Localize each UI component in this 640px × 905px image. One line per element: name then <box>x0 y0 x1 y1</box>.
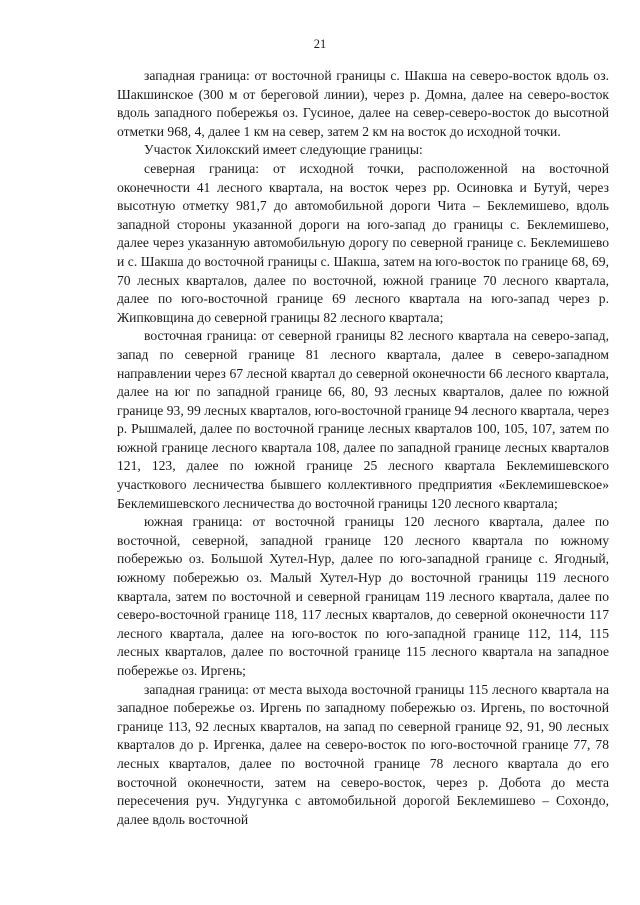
paragraph-east-border: восточная граница: от северной границы 82 лесного квартала на северо-запад, запад по северной границе 81 лесного квартала, далее в северо-западном направлении через 67 лесной квартал до северной оконечности 66 лесного квартала, далее на юг по западной границе 66, 80, 93 лесных кварталов, далее по южной границе 93, 99 лесных кварталов, юго-восточной границе 94 лесного квартала, через р. Рышмалей, далее по восточной границе лесных кварталов 100, 105, 107, затем по южной границе лесного квартала 108, далее по западной границе лесных кварталов 121, 123, далее по южной границе 25 лесного квартала Беклемишевского участкового лесничества бывшего коллективного предприятия «Беклемишевское» Беклемишевского лесничества до восточной границы 120 лесного квартала; <box>117 328 609 511</box>
paragraph-west-border: западная граница: от места выхода восточной границы 115 лесного квартала на западное побережье оз. Иргень по западному побережью оз. Иргень, по восточной границе 113, 92 лесных кварталов, на запад по северной границе 92, 91, 90 лесных кварталов до р. Иргенка, далее на северо-восток по юго-восточной границе 77, 78 лесных кварталов, далее по восточной границе 78 лесного квартала до его восточной оконечности, затем на северо-восток, через р. Добота до места пересечения руч. Ундугунка с автомобильной дорогой Беклемишево – Сохондо, далее вдоль восточной <box>117 681 609 827</box>
body-text <box>117 67 609 829</box>
paragraph-khilok-section-heading: Участок Хилокский имеет следующие границы: <box>144 142 423 158</box>
paragraph-south-border: южная граница: от восточной границы 120 лесного квартала, далее по восточной, северной, западной границе 120 лесного квартала по южному побережью оз. Большой Хутел-Нур, далее по юго-западной границе с. Ягодный, южному побережью оз. Малый Хутел-Нур до восточной границы 119 лесного квартала, затем по восточной и северной границам 119 лесного квартала, далее по северо-восточной границе 118, 117 лесных кварталов, до северной оконечности 117 лесного квартала, далее на юго-восток по юго-западной границе 112, 114, 115 лесных кварталов, далее по восточной границе 115 лесного квартала на западное побережье оз. Иргень; <box>117 514 609 678</box>
page-number: 21 <box>313 37 327 51</box>
paragraph-north-border: северная граница: от исходной точки, расположенной на восточной оконечности 41 лесного квартала, на восток через рр. Осиновка и Бутуй, через высотную отметку 981,7 до автомобильной дороги Чита – Беклемишево, вдоль западной стороны указанной дороги на юго-запад до границы с. Беклемишево, далее через указанную автомобильную дорогу по северной границе с. Беклемишево и с. Шакша до восточной границы с. Шакша, затем на юго-восток по границе 68, 69, 70 лесных кварталов, далее по восточной, южной границе 70 лесного квартала, далее по юго-восточной границе 69 лесного квартала на юго-запад через р. Жипковщина до северной границы 82 лесного квартала; <box>117 160 609 325</box>
paragraph-west-border-shaksha: западная граница: от восточной границы с. Шакша на северо-восток вдоль оз. Шакшинское (300 м от береговой линии), через р. Домна, далее на северо-восток вдоль западного побережья оз. Гусиное, далее на север-северо-восток до высотной отметки 968, 4, далее 1 км на север, затем 2 км на восток до исходной точки. <box>117 68 609 139</box>
